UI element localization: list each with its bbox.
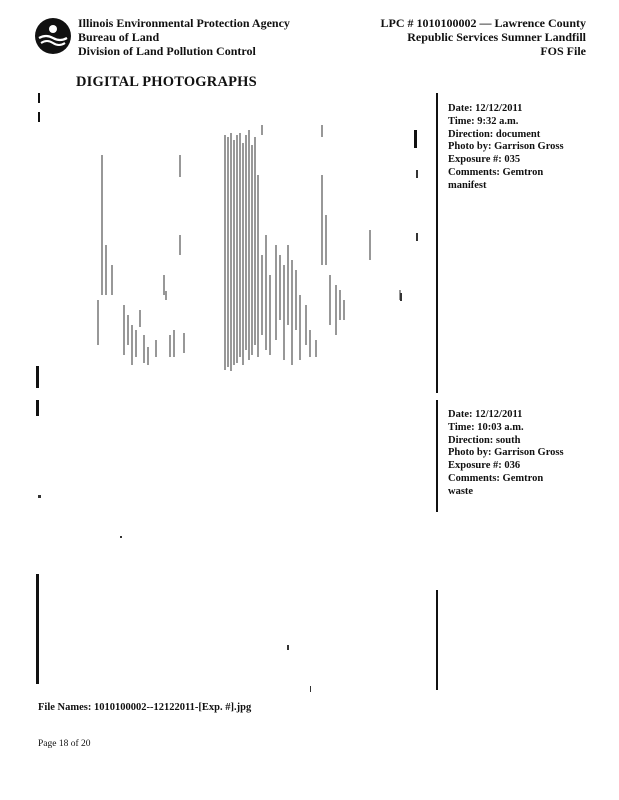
photo-comments: Comments: Gemtron (448, 166, 544, 178)
photo-time: Time: 10:03 a.m. (448, 421, 524, 433)
photo-comments-continued: manifest (448, 179, 487, 191)
column-divider (436, 590, 438, 690)
photo-date: Date: 12/12/2011 (448, 409, 523, 420)
lpc-number: LPC # 1010100002 — Lawrence County (380, 16, 586, 30)
photo-direction: Direction: south (448, 434, 521, 446)
illinois-epa-seal-icon (34, 17, 72, 55)
photo-manifest-document (40, 95, 432, 395)
photo-comments: Comments: Gemtron (448, 472, 544, 484)
photo-comments-continued: waste (448, 485, 474, 497)
photo-exposure: Exposure #: 036 (448, 460, 521, 472)
page-number: Page 18 of 20 (38, 739, 91, 749)
column-divider (436, 93, 438, 393)
scan-speck (310, 686, 311, 692)
left-edge-mark (36, 574, 39, 684)
agency-name: Illinois Environmental Protection Agency (78, 16, 290, 30)
agency-block (78, 16, 290, 58)
column-divider (436, 400, 438, 512)
division-name: Division of Land Pollution Control (78, 44, 256, 58)
document-title: DIGITAL PHOTOGRAPHS (76, 74, 257, 90)
file-type: FOS File (540, 44, 586, 58)
file-names: File Names: 1010100002--12122011-[Exp. #].jpg (38, 702, 252, 713)
photo-date: Date: 12/12/2011 (448, 103, 523, 114)
photo-caption (448, 409, 598, 499)
site-name: Republic Services Sumner Landfill (407, 30, 586, 44)
photo-direction: Direction: document (448, 128, 541, 140)
left-edge-mark (36, 400, 39, 416)
site-block (381, 16, 586, 58)
photo-caption (448, 103, 598, 193)
photo-time: Time: 9:32 a.m. (448, 115, 519, 127)
photo-exposure: Exposure #: 035 (448, 154, 521, 166)
bureau-name: Bureau of Land (78, 30, 160, 44)
scan-speck (38, 495, 41, 498)
scan-speck (120, 536, 122, 538)
photo-author: Photo by: Garrison Gross (448, 141, 564, 153)
scan-speck (287, 645, 289, 650)
left-edge-mark (36, 366, 39, 388)
photo-author: Photo by: Garrison Gross (448, 447, 564, 459)
